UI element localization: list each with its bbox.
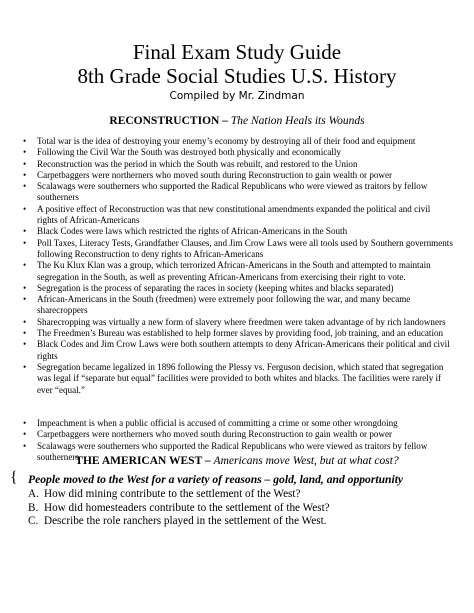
list-item: • The Ku Klux Klan was a group, which terrorized African-Americans in the South and attempted to maintain segregation in the South, as well as preventing African-Americans from exercising their right to vote. — [21, 260, 453, 283]
list-item: • Scalawags were southerners who supported the Radical Republicans who were viewed as traitors by fellow southerners — [21, 181, 453, 204]
american-west-heading — [0, 454, 474, 468]
list-item: • A positive effect of Reconstruction was that new constitutional amendments expanded the political and civil rights of African-Americans — [21, 204, 453, 227]
west-main-point-text: People moved to the West for a variety of reasons – gold, land, and opportunity — [28, 473, 404, 486]
list-item — [28, 488, 448, 502]
reconstruction-heading-label: RECONSTRUCTION – — [109, 115, 228, 127]
list-item: • Total war is the idea of destroying your enemy’s economy by destroying all of their food and equipment — [21, 136, 453, 147]
question-text: Describe the role ranchers played in the settlement of the West. — [44, 515, 327, 528]
list-item: • African-Americans in the South (freedmen) were extremely poor following the war, and many became sharecroppers — [21, 294, 453, 317]
list-item: • Black Codes were laws which restricted the rights of African-Americans in the South — [21, 226, 453, 237]
page-title: Final Exam Study Guide — [132, 40, 342, 64]
compiled-by: Compiled by Mr. Zindman — [169, 90, 305, 102]
reconstruction-heading-subtitle: The Nation Heals its Wounds — [230, 115, 365, 127]
american-west-heading-subtitle: Americans move West, but at what cost? — [213, 455, 399, 467]
list-item: • Carpetbaggers were northerners who moved south during Reconstruction to gain wealth or power — [21, 170, 453, 181]
question-letter: A. — [28, 488, 39, 500]
list-item: • Impeachment is when a public official is accused of committing a crime or some other wrongdoing — [21, 418, 453, 429]
american-west-heading-label: THE AMERICAN WEST – — [75, 455, 211, 467]
reconstruction-bullet-list — [21, 136, 453, 396]
list-item: • The Freedmen’s Bureau was established to help former slaves by providing food, job training, and an education — [21, 328, 453, 339]
question-letter: C. — [28, 515, 39, 528]
list-item: • Poll Taxes, Literacy Tests, Grandfather Clauses, and Jim Crow Laws were all tools used by Southern governments following Reconstruction to deny rights to African-Americans — [21, 238, 453, 261]
list-item: • Reconstruction was the period in which the South was rebuilt, and restored to the Union — [21, 159, 453, 170]
question-letter: B. — [28, 501, 39, 514]
page-subtitle: 8th Grade Social Studies U.S. History — [77, 64, 397, 88]
reconstruction-heading — [0, 114, 474, 128]
list-item: • Segregation is the process of separating the races in society (keeping whites and blacks separated) — [21, 283, 453, 294]
brace-mark: { — [10, 469, 18, 486]
question-text: How did mining contribute to the settlement of the West? — [44, 488, 301, 500]
list-item: • Carpetbaggers were northerners who moved south during Reconstruction to gain wealth or power — [21, 429, 453, 440]
question-text: How did homesteaders contribute to the settlement of the West? — [44, 501, 330, 514]
west-question-list — [28, 488, 448, 529]
list-item: • Sharecropping was virtually a new form of slavery where freedmen were taken advantage of by rich landowners — [21, 317, 453, 328]
list-item — [28, 515, 448, 529]
list-item: • Scalawags were southerners who supported the Radical Republicans who were viewed as traitors by fellow southerners — [21, 441, 453, 464]
list-item: • Following the Civil War the South was destroyed both physically and economically — [21, 147, 453, 158]
list-item — [28, 502, 448, 516]
list-item: • Black Codes and Jim Crow Laws were both southern attempts to deny African-Americans their political and civil rights — [21, 339, 453, 362]
list-item: • Segregation became legalized in 1896 following the Plessy vs. Ferguson decision, which stated that segregation was legal if “separate but equal” facilities were provided to both whites and blacks. The facilities were rarely if ever “equal.” — [21, 362, 453, 396]
